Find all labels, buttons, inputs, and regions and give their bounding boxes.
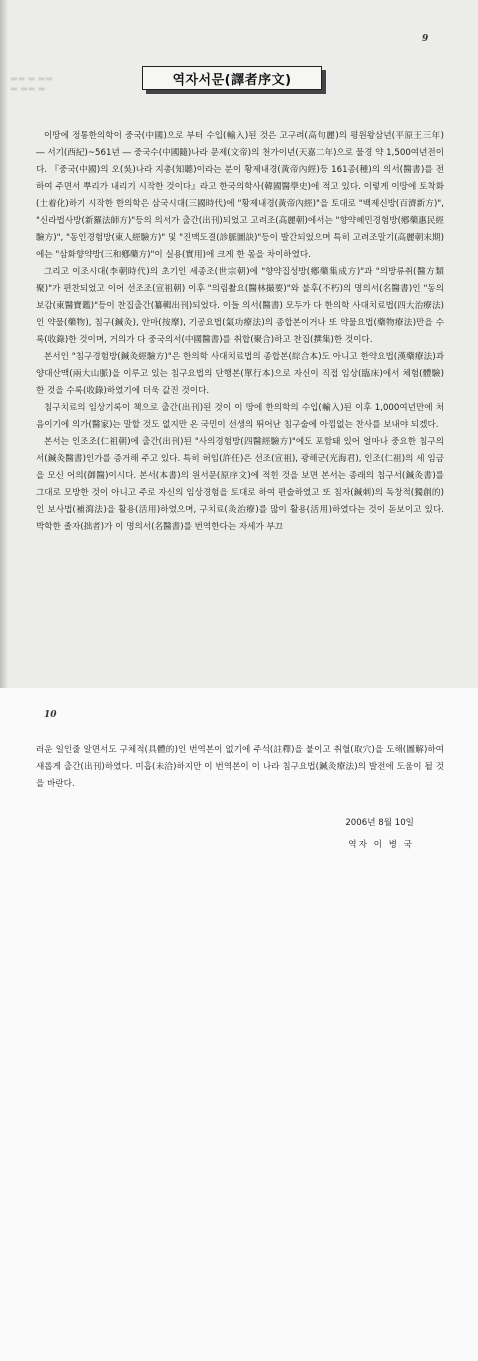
paragraph: 이땅에 정통한의학이 중국(中國)으로 부터 수입(輸入)된 것은 고구려(高句麗)의 평원왕삼년(平原王三年) ― 서기(西紀)~561년 ― 중국수(中國隨)나라 문제(文帝)의 천가이년(天嘉二年)으로 물경 약 1,500여년전이다. 『중국(中國)의 오(吳)나라 지총(知聽)이라는 분이 황제내경(黃帝內經)등 161종(種)의 의서(醫書)를 전하여 주면서 뿌리가 내리기 시작한 것이다』라고 한국의학사(韓國醫學史)에 적고 있다. 이렇게 이땅에 토착화(土着化)하기 시작한 한의학은 삼국시대(三國時代)에 "황제내경(黃帝內經)"을 토대로 "백제신방(百濟新方)", "신라법사방(新羅法師方)"등의 의서가 출간(出刊)되었고 고려조(高麗朝)에서는 "향약혜민경험방(鄕藥惠民經驗方)", "동인경험방(東人經驗方)" 및 "진맥도결(診脈圖訣)"등이 발간되었으며 특히 고려조말기(高麗朝末期)에는 "삼화향약방(三和鄕藥方)"이 실용(實用)에 크게 한 몫을 차이하였다.	[36, 131, 444, 260]
paragraph: 본서는 인조조(仁祖朝)에 출간(出刊)된 "사의경험방(四醫經驗方)"에도 포함돼 있어 얼마나 중요한 침구의서(鍼灸醫書)인가를 증거해 주고 있다. 특히 허임(許任)은 선조(宣祖), 광해군(光海君), 인조(仁祖)의 세 임금을 모신 어의(御醫)이시다. 본서(本書)의 원서문(原序文)에 적힌 것을 보면 본서는 종래의 침구서(鍼灸書)를 그대로 모방한 것이 아니고 주로 자신의 임상경험을 토대로 하여 편술하였고 또 침자(鍼刺)의 독창적(獨創的)인 보사법(補瀉法)을 활용(活用)하였으며, 구치료(灸治療)를 많이 활용(活用)하였다는 것이 돋보이고 있다. 박학한 졸자(拙者)가 이 명의서(名醫書)를 번역한다는 자세가 부끄	[36, 437, 444, 532]
translator-name: 역자 이 병 국	[348, 840, 414, 850]
bleed-through-text: ▬▬ ▬ ▬▬ ▬ ▬▬ ▬	[10, 74, 53, 93]
paragraph: 본서인 "침구경험방(鍼灸經驗方)"은 한의학 사대치료법의 종합본(綜合本)도 아니고 한약요법(漢藥療法)과 양대산맥(兩大山脈)을 이루고 있는 침구요법의 단행본(單行本)으로 자신이 직접 임상(臨床)에서 체험(體驗)한 것을 수록(收錄)하였기에 더욱 값진 것이다.	[36, 352, 444, 396]
page-number: 9	[422, 34, 429, 44]
paragraph: 러운 일인줄 알면서도 구체적(具體的)인 번역본이 없기에 주석(註釋)을 붙이고 취혈(取穴)을 도해(圖解)하여 새롭게 출간(出刊)하였다. 미흡(未洽)하지만 이 번역본이 이 나라 침구요법(鍼灸療法)의 발전에 도움이 될 것을 바란다.	[36, 745, 444, 789]
signature-date: 2006년 8월 10일	[345, 818, 414, 828]
preface-body	[36, 128, 444, 676]
preface-continuation	[36, 742, 444, 802]
page-10	[0, 688, 478, 1361]
book-gutter-shadow	[0, 0, 8, 688]
paragraph: 그리고 이조시대(李朝時代)의 초기인 세종조(世宗朝)에 "향약집성방(鄕藥集成方)"과 "의방류취(醫方類聚)"가 편찬되었고 이어 선조조(宣祖朝) 이후 "의림촬요(醫林撮要)"와 불후(不朽)의 명의서(名醫書)인 "동의보감(東醫寶鑑)"등이 찬집출간(纂輯出刊)되었다. 이들 의서(醫書) 모두가 다 한의학 사대치료법(四大治療法)인 약물(藥物), 침구(鍼灸), 안마(按摩), 기공요법(氣功療法)의 종합본이거나 또 약물요법(藥物療法)만을 수록(收錄)한 것이며, 거의가 다 중국의서(中國醫書)를 취합(聚合)하고 찬집(撰集)한 것이다.	[36, 267, 444, 345]
preface-title: 역자서문(譯者序文)	[142, 66, 322, 90]
paragraph: 침구치료의 임상기록이 책으로 출간(出刊)된 것이 이 땅에 한의학의 수입(輸入)된 이후 1,000여년만에 처음이기에 의가(醫家)는 말할 것도 없지만 온 국민이 선생의 뛰어난 침구술에 아낌없는 찬사를 보내야 되겠다.	[36, 403, 444, 430]
page-number: 10	[44, 710, 57, 720]
